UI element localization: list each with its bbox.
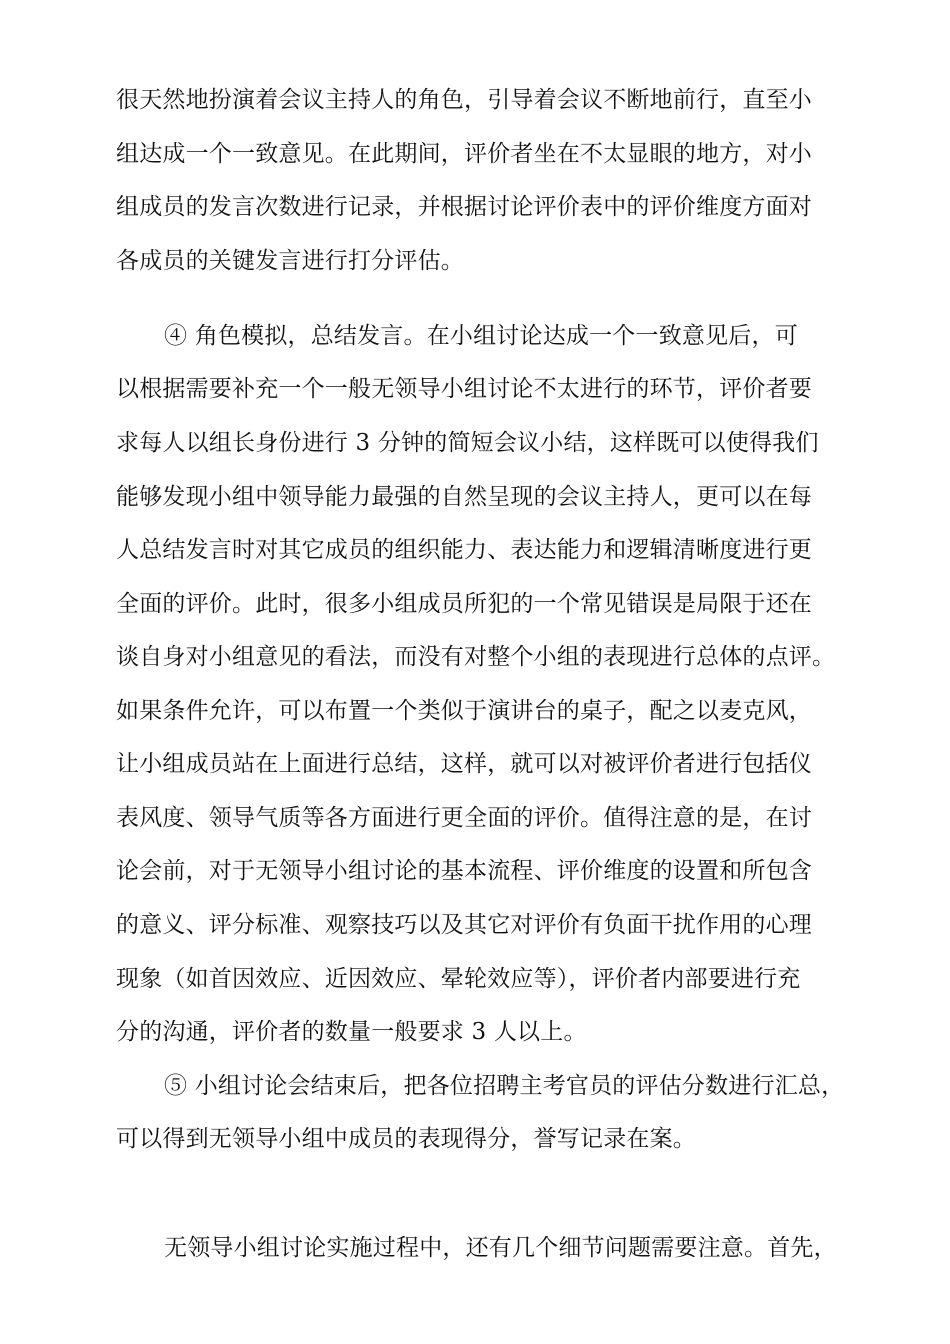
text-line: ⑤ 小组讨论会结束后，把各位招聘主考官员的评估分数进行汇总， xyxy=(164,1073,845,1099)
text-line: 组达成一个一致意见。在此期间，评价者坐在不太显眼的地方，对小 xyxy=(116,141,812,167)
text-line: 各成员的关键发言进行打分评估。 xyxy=(116,248,464,274)
text-line: 人总结发言时对其它成员的组织能力、表达能力和逻辑清晰度进行更 xyxy=(116,537,812,563)
text-line: ④ 角色模拟，总结发言。在小组讨论达成一个一致意见后，可 xyxy=(164,323,798,349)
text-line: 全面的评价。此时，很多小组成员所犯的一个常见错误是局限于还在 xyxy=(116,591,812,617)
text-line: 组成员的发言次数进行记录，并根据讨论评价表中的评价维度方面对 xyxy=(116,194,812,220)
text-line: 现象（如首因效应、近因效应、晕轮效应等），评价者内部要进行充 xyxy=(116,966,801,992)
text-line: 可以得到无领导小组中成员的表现得分，誉写记录在案。 xyxy=(116,1126,696,1152)
text-line: 求每人以组长身份进行 3 分钟的简短会议小结，这样既可以使得我们 xyxy=(116,430,819,456)
text-line: 如果条件允许，可以布置一个类似于演讲台的桌子，配之以麦克风， xyxy=(116,698,812,724)
text-line: 以根据需要补充一个一般无领导小组讨论不太进行的环节，评价者要 xyxy=(116,376,812,402)
text-line: 能够发现小组中领导能力最强的自然呈现的会议主持人，更可以在每 xyxy=(116,484,812,510)
text-line: 让小组成员站在上面进行总结，这样，就可以对被评价者进行包括仪 xyxy=(116,751,812,777)
text-line: 分的沟通，评价者的数量一般要求 3 人以上。 xyxy=(116,1019,587,1045)
text-line: 论会前，对于无领导小组讨论的基本流程、评价维度的设置和所包含 xyxy=(116,858,812,884)
text-line: 表风度、领导气质等各方面进行更全面的评价。值得注意的是，在讨 xyxy=(116,805,812,831)
text-line: 谈自身对小组意见的看法，而没有对整个小组的表现进行总体的点评。 xyxy=(116,644,836,670)
text-line: 的意义、评分标准、观察技巧以及其它对评价有负面干扰作用的心理 xyxy=(116,912,812,938)
text-line: 很天然地扮演着会议主持人的角色，引导着会议不断地前行，直至小 xyxy=(116,87,812,113)
text-line: 无领导小组讨论实施过程中，还有几个细节问题需要注意。首先， xyxy=(164,1235,837,1261)
